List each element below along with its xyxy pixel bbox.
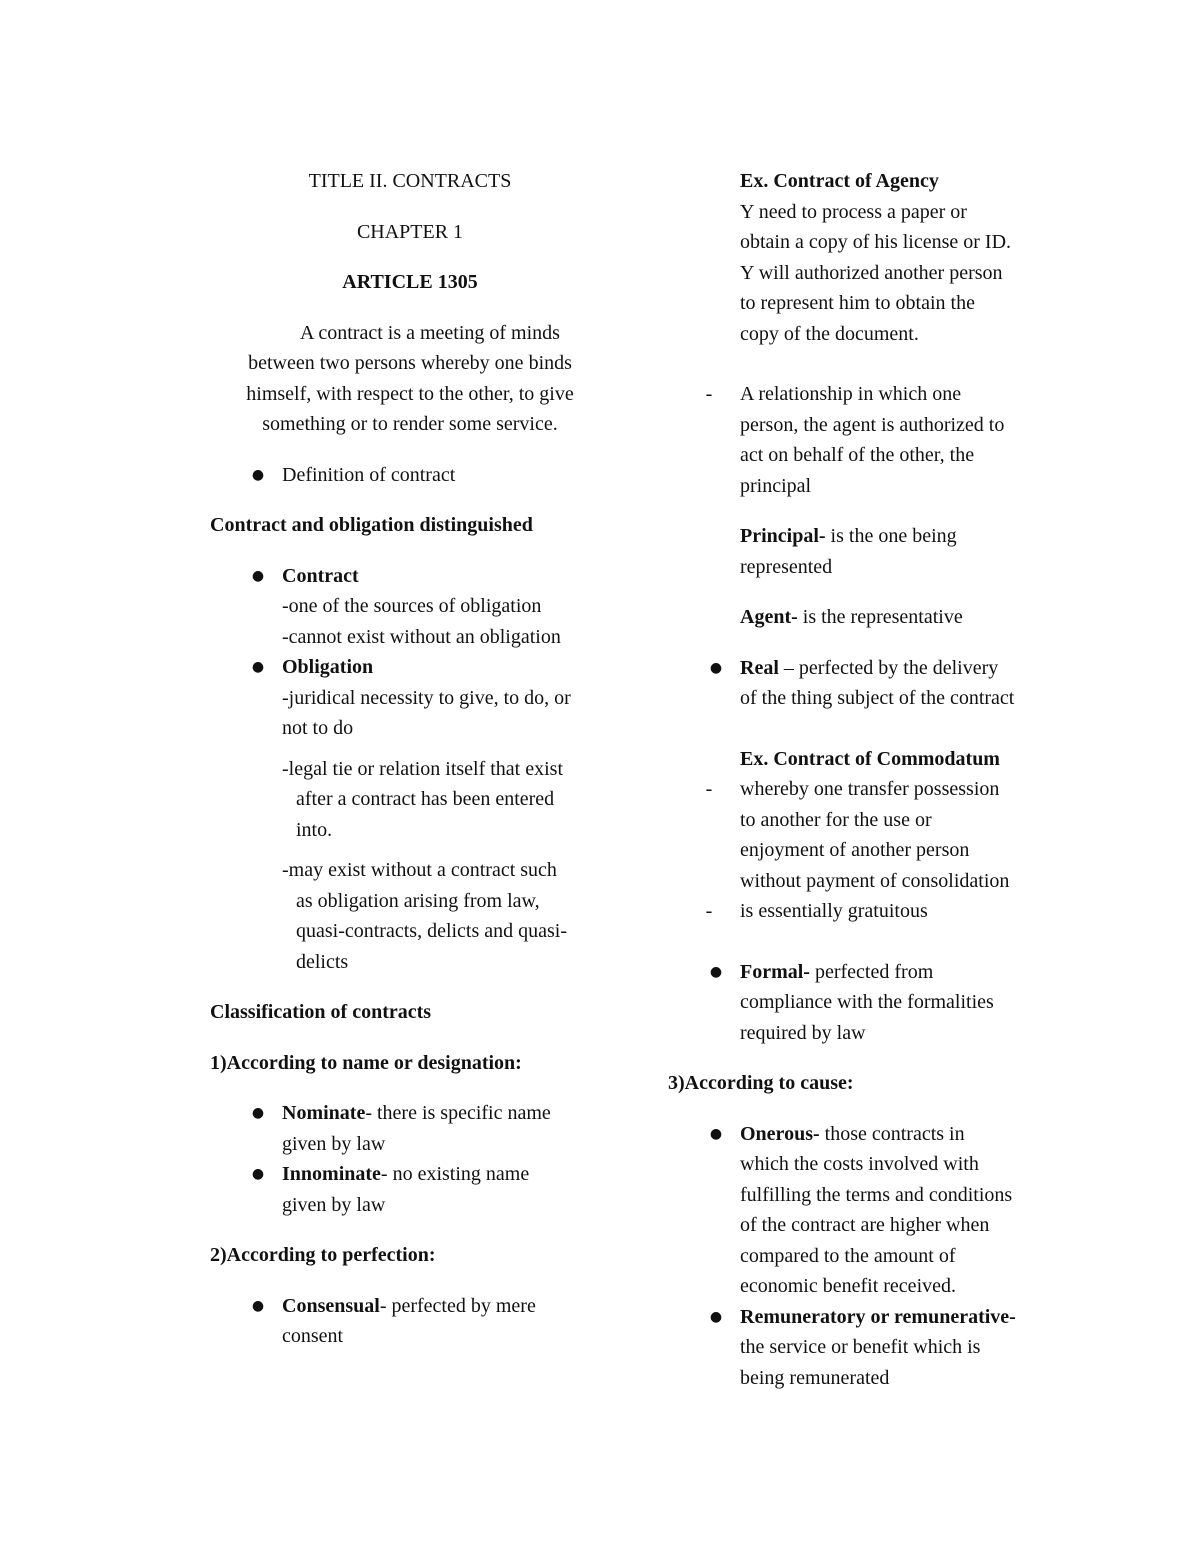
right-column <box>668 166 1088 1393</box>
bullet-dot-icon: ● <box>251 1105 265 1121</box>
bullet-dot-icon: ● <box>251 1297 265 1314</box>
document-title: TITLE II. CONTRACTS <box>308 170 512 192</box>
contract-line: -cannot exist without an obligation <box>282 625 561 648</box>
real-text: – perfected by the delivery <box>778 656 999 679</box>
commodatum-line: to another for the use or <box>740 808 932 831</box>
consensual-text: - perfected by mere <box>379 1294 536 1317</box>
innominate-cont: given by law <box>282 1193 386 1216</box>
list-item <box>668 379 1088 501</box>
dash-marker: - <box>705 383 713 405</box>
may-exist-line: as obligation arising from law, <box>296 889 540 912</box>
principal-cont: represented <box>740 555 833 578</box>
contract-line: -one of the sources of obligation <box>282 595 542 617</box>
definition-line: between two persons whereby one binds <box>248 352 572 374</box>
real-cont: of the thing subject of the contract <box>740 687 1015 709</box>
onerous-line: fulfilling the terms and conditions <box>740 1183 1013 1206</box>
list-item <box>668 1302 1088 1394</box>
chapter-heading: CHAPTER 1 <box>356 220 464 243</box>
definition-paragraph <box>210 318 610 440</box>
relationship-line: principal <box>740 474 812 497</box>
remuneratory-label: Remuneratory or remunerative- <box>740 1305 1016 1328</box>
commodatum-line: whereby one transfer possession <box>740 778 1000 800</box>
nominate-cont: given by law <box>282 1132 386 1155</box>
section-heading-perfection: 2)According to perfection: <box>210 1244 436 1266</box>
agency-line: Y will authorized another person <box>740 261 1003 284</box>
list-item <box>210 460 610 491</box>
dash-marker: - <box>705 900 713 922</box>
agency-heading: Ex. Contract of Agency <box>740 170 939 192</box>
article-heading: ARTICLE 1305 <box>342 271 478 293</box>
nominate-label: Nominate <box>282 1102 366 1124</box>
list-item <box>210 1291 610 1352</box>
may-exist-line: -may exist without a contract such <box>282 859 557 881</box>
onerous-line: economic benefit received. <box>740 1275 956 1297</box>
formal-line: required by law <box>740 1021 866 1044</box>
dash-marker: - <box>705 778 713 800</box>
section-heading-distinguished: Contract and obligation distinguished <box>210 514 533 536</box>
real-label: Real <box>740 656 779 679</box>
may-exist-line: delicts <box>296 950 349 973</box>
innominate-label: Innominate <box>282 1163 381 1185</box>
list-item <box>668 896 1088 927</box>
contract-label: Contract <box>282 564 359 587</box>
section-heading-name: 1)According to name or designation: <box>210 1051 522 1074</box>
list-item <box>210 652 610 744</box>
nominate-text: - there is specific name <box>365 1102 551 1124</box>
agency-example <box>668 166 1088 349</box>
legal-tie-line: -legal tie or relation itself that exist <box>282 757 564 780</box>
left-column <box>210 166 610 1352</box>
formal-text: perfected from <box>809 960 934 983</box>
remuneratory-line: being remunerated <box>740 1366 890 1389</box>
commodatum-line: enjoyment of another person <box>740 839 970 861</box>
list-item <box>210 561 610 653</box>
relationship-line: act on behalf of the other, the <box>740 444 975 466</box>
remuneratory-line: the service or benefit which is <box>740 1336 981 1358</box>
definition-line: A contract is a meeting of minds <box>300 321 560 344</box>
principal-text: is the one being <box>825 525 957 547</box>
commodatum-line: without payment of consolidation <box>740 869 1010 892</box>
obligation-line: -juridical necessity to give, to do, or <box>282 686 571 709</box>
consensual-label: Consensual <box>282 1294 380 1317</box>
list-item <box>668 774 1088 896</box>
bullet-dot-icon: ● <box>709 659 723 676</box>
may-exist-line: quasi-contracts, delicts and quasi- <box>296 920 568 942</box>
bullet-dot-icon: ● <box>251 466 265 483</box>
may-exist-paragraph <box>210 855 610 977</box>
onerous-label: Onerous- <box>740 1122 820 1145</box>
bullet-dot-icon: ● <box>251 567 265 584</box>
agent-definition <box>668 602 1088 633</box>
agency-line: obtain a copy of his license or ID. <box>740 231 1012 253</box>
bullet-dot-icon: ● <box>251 1166 265 1182</box>
legal-tie-line: after a contract has been entered <box>296 788 555 810</box>
principal-definition <box>668 521 1088 582</box>
bullet-dot-icon: ● <box>709 1308 723 1325</box>
obligation-line: not to do <box>282 717 354 739</box>
section-heading-cause: 3)According to cause: <box>668 1072 854 1094</box>
agent-text: is the representative <box>797 606 963 628</box>
onerous-line: compared to the amount of <box>740 1244 956 1267</box>
agency-line: Y need to process a paper or <box>740 200 967 223</box>
definition-line: himself, with respect to the other, to give <box>246 382 574 405</box>
list-item <box>210 1159 610 1220</box>
list-item <box>210 1098 610 1159</box>
bullet-dot-icon: ● <box>251 659 265 675</box>
legal-tie-line: into. <box>296 818 333 841</box>
bullet-dot-icon: ● <box>709 963 723 980</box>
obligation-label: Obligation <box>282 656 374 678</box>
formal-label: Formal- <box>740 960 810 983</box>
commodatum-heading: Ex. Contract of Commodatum <box>740 747 1000 770</box>
onerous-line: of the contract are higher when <box>740 1214 990 1236</box>
relationship-line: A relationship in which one <box>740 383 962 405</box>
definition-line: something or to render some service. <box>262 413 558 435</box>
commodatum-example <box>668 744 1088 775</box>
list-item <box>668 653 1088 714</box>
list-item <box>668 1119 1088 1302</box>
bullet-definition: Definition of contract <box>282 463 456 486</box>
agency-line: copy of the document. <box>740 322 919 345</box>
formal-line: compliance with the formalities <box>740 991 994 1013</box>
list-item <box>668 957 1088 1049</box>
principal-label: Principal- <box>740 525 826 547</box>
legal-tie-paragraph <box>210 754 610 846</box>
agency-line: to represent him to obtain the <box>740 292 975 314</box>
bullet-dot-icon: ● <box>709 1125 723 1142</box>
consensual-cont: consent <box>282 1325 344 1347</box>
gratuitous-line: is essentially gratuitous <box>740 900 928 922</box>
onerous-text: those contracts in <box>819 1122 965 1145</box>
agent-label: Agent- <box>740 606 798 628</box>
section-heading-classification: Classification of contracts <box>210 1001 432 1023</box>
onerous-line: which the costs involved with <box>740 1153 979 1175</box>
innominate-text: - no existing name <box>380 1163 530 1185</box>
relationship-line: person, the agent is authorized to <box>740 413 1005 436</box>
